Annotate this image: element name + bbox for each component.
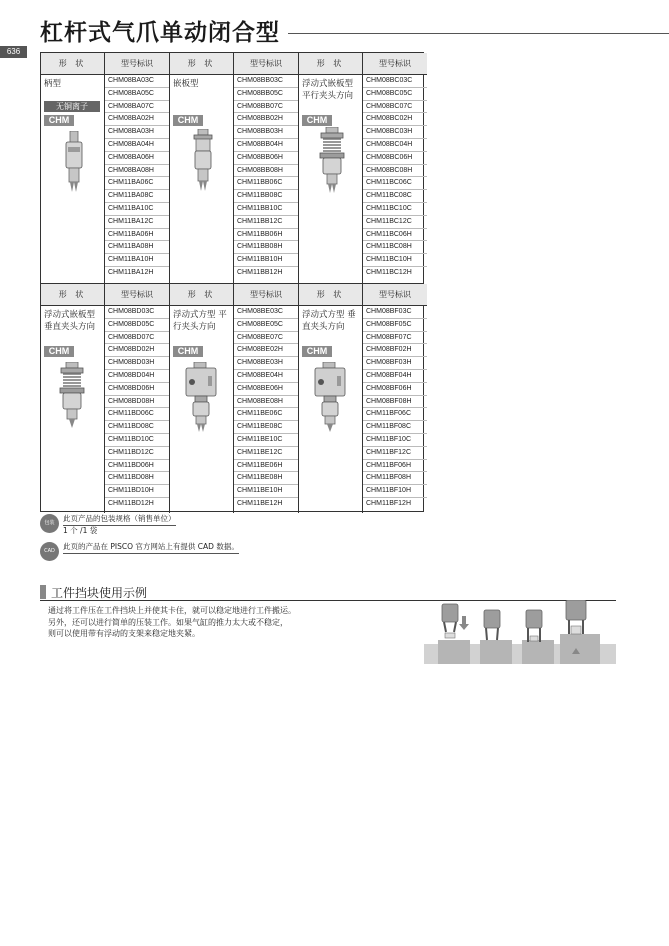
group-shank — [41, 53, 169, 283]
cad-text — [63, 542, 239, 554]
group-floating-panel-vertical — [41, 284, 169, 513]
model-code: CHM08BA07C — [105, 101, 169, 114]
package-unit: 1 个 /1 袋 — [63, 526, 98, 535]
model-header: 型号标识 — [363, 284, 427, 306]
model-code: CHM08BC05C — [363, 88, 427, 101]
model-code: CHM08BD04H — [105, 370, 169, 383]
model-code: CHM11BA06C — [105, 177, 169, 190]
model-code: CHM08BF06H — [363, 383, 427, 396]
copper-free-tag: 无铜离子 — [44, 101, 100, 112]
model-code: CHM08BE07C — [234, 332, 298, 345]
model-code: CHM08BC02H — [363, 113, 427, 126]
model-code: CHM11BF06H — [363, 460, 427, 473]
model-code: CHM08BB05C — [234, 88, 298, 101]
package-note — [40, 514, 176, 536]
model-code: CHM11BB10H — [234, 254, 298, 267]
model-code: CHM08BF05C — [363, 319, 427, 332]
cad-icon: CAD — [40, 542, 59, 561]
table-block-bottom — [41, 283, 423, 513]
model-code: CHM11BD08H — [105, 472, 169, 485]
model-code: CHM11BD06C — [105, 408, 169, 421]
model-code: CHM08BF02H — [363, 344, 427, 357]
package-icon: 包装 — [40, 514, 59, 533]
shape-header: 形 状 — [299, 284, 362, 306]
section-description — [48, 605, 296, 640]
model-code: CHM11BF10C — [363, 434, 427, 447]
model-code: CHM08BB04H — [234, 139, 298, 152]
model-code: CHM11BC12H — [366, 268, 412, 276]
model-code: CHM11BB06H — [234, 229, 298, 242]
shape-name: 浮动式方型 平行夹头方向 — [173, 310, 227, 332]
model-code: CHM11BF06C — [363, 408, 427, 421]
model-code: CHM11BD10C — [105, 434, 169, 447]
group-panel — [169, 53, 298, 283]
model-code: CHM08BB08H — [234, 165, 298, 178]
model-column — [233, 53, 298, 283]
model-code: CHM11BE10C — [234, 434, 298, 447]
model-code: CHM11BE06C — [234, 408, 298, 421]
shape-cell — [299, 284, 362, 513]
model-code: CHM08BB03H — [234, 126, 298, 139]
shape-header: 形 状 — [170, 284, 233, 306]
model-code: CHM11BE08H — [234, 472, 298, 485]
shape-cell — [41, 284, 104, 513]
shape-name: 嵌板型 — [173, 79, 199, 89]
model-header: 型号标识 — [234, 53, 298, 75]
gripper-floating-vertical-photo — [55, 362, 89, 430]
chm-logo: CHM — [173, 115, 203, 126]
model-code: CHM08BC06H — [363, 152, 427, 165]
product-table — [40, 52, 424, 512]
description-line: 另外，还可以进行简单的压装工作。如果气缸的推力太大或不稳定， — [48, 617, 288, 627]
table-block-top — [41, 53, 423, 283]
shape-name: 浮动式嵌板型 垂直夹头方向 — [44, 310, 96, 332]
model-code: CHM11BF08H — [363, 472, 427, 485]
model-code: CHM11BC10H — [363, 254, 427, 267]
model-code: CHM08BA08H — [105, 165, 169, 178]
model-code: CHM11BF12H — [366, 499, 411, 507]
model-code: CHM11BB12H — [237, 268, 283, 276]
model-code: CHM08BE06H — [234, 383, 298, 396]
model-code: CHM08BB03C — [234, 75, 298, 88]
shape-header: 形 状 — [170, 53, 233, 75]
workpiece-stopper-illustration — [424, 600, 616, 664]
model-code: CHM08BF04H — [363, 370, 427, 383]
chm-logo: CHM — [173, 346, 203, 357]
model-code: CHM11BB10C — [234, 203, 298, 216]
model-code: CHM08BA03C — [105, 75, 169, 88]
model-code: CHM08BA03H — [105, 126, 169, 139]
model-code: CHM11BC08C — [363, 190, 427, 203]
model-code: CHM08BA06H — [105, 152, 169, 165]
model-column — [104, 284, 169, 513]
model-code: CHM08BC03H — [363, 126, 427, 139]
description-line: 通过将工件压在工件挡块上并使其卡住，就可以稳定地进行工件搬运。 — [48, 606, 296, 615]
model-code: CHM08BC08H — [363, 165, 427, 178]
model-code: CHM08BE08H — [234, 396, 298, 409]
model-code: CHM11BD12C — [105, 447, 169, 460]
shape-cell — [41, 53, 104, 283]
page-title: 杠杆式气爪单动闭合型 — [40, 20, 280, 46]
model-code: CHM11BA06H — [105, 229, 169, 242]
gripper-square-vertical-photo — [311, 362, 351, 434]
model-code: CHM11BA08C — [105, 190, 169, 203]
model-code: CHM08BF07C — [363, 332, 427, 345]
gripper-panel-photo — [190, 129, 216, 193]
shape-header: 形 状 — [41, 53, 104, 75]
model-column — [362, 284, 427, 513]
model-code: CHM08BD06H — [105, 383, 169, 396]
description-line: 则可以使用带有浮动的支架来稳定地夹紧。 — [48, 629, 200, 638]
model-header: 型号标识 — [363, 53, 427, 75]
section-title: 工件挡块使用示例 — [51, 586, 148, 600]
model-code: CHM08BC07C — [363, 101, 427, 114]
model-code: CHM08BD08H — [105, 396, 169, 409]
chm-logo: CHM — [302, 115, 332, 126]
model-code: CHM11BC10C — [363, 203, 427, 216]
shape-cell — [170, 284, 233, 513]
gripper-shank-photo — [61, 131, 87, 193]
model-code: CHM11BD10H — [105, 485, 169, 498]
group-floating-square-parallel — [169, 284, 298, 513]
model-code: CHM08BF03C — [363, 306, 427, 319]
package-text — [63, 514, 176, 536]
gripper-square-parallel-photo — [182, 362, 222, 434]
model-code: CHM11BA10C — [105, 203, 169, 216]
model-code: CHM11BE12H — [237, 499, 283, 507]
model-column — [362, 53, 427, 283]
model-code: CHM11BA10H — [105, 254, 169, 267]
section-marker — [40, 585, 46, 599]
model-code: CHM08BD03H — [105, 357, 169, 370]
model-code: CHM11BE10H — [234, 485, 298, 498]
model-header: 型号标识 — [234, 284, 298, 306]
model-code: CHM08BE05C — [234, 319, 298, 332]
model-code: CHM11BA08H — [105, 241, 169, 254]
package-spec-label: 此页产品的包装规格（销售单位） — [63, 514, 176, 526]
model-code: CHM08BD05C — [105, 319, 169, 332]
shape-name: 浮动式嵌板型 平行夹头方向 — [302, 79, 354, 101]
model-code: CHM11BC12C — [363, 216, 427, 229]
model-code: CHM11BF10H — [363, 485, 427, 498]
model-code: CHM11BB08H — [234, 241, 298, 254]
page-number: 636 — [0, 46, 27, 58]
model-header: 型号标识 — [105, 284, 169, 306]
model-code: CHM08BE02H — [234, 344, 298, 357]
model-code: CHM11BA12C — [105, 216, 169, 229]
model-code: CHM11BB12C — [234, 216, 298, 229]
model-code: CHM08BF03H — [363, 357, 427, 370]
model-code: CHM11BC08H — [363, 241, 427, 254]
model-code: CHM11BD08C — [105, 421, 169, 434]
group-floating-square-vertical — [298, 284, 427, 513]
model-code: CHM11BE12C — [234, 447, 298, 460]
model-code: CHM08BA05C — [105, 88, 169, 101]
model-code: CHM08BC04H — [363, 139, 427, 152]
model-code: CHM08BB02H — [234, 113, 298, 126]
model-column — [233, 284, 298, 513]
model-code: CHM11BF08C — [363, 421, 427, 434]
shape-name: 柄型 — [44, 79, 62, 89]
model-code: CHM08BD07C — [105, 332, 169, 345]
model-code: CHM11BE06H — [234, 460, 298, 473]
model-code: CHM11BB06C — [234, 177, 298, 190]
model-code: CHM11BE08C — [234, 421, 298, 434]
model-code: CHM11BC06H — [363, 229, 427, 242]
model-code: CHM08BF08H — [363, 396, 427, 409]
model-code: CHM08BD02H — [105, 344, 169, 357]
model-code: CHM08BB07C — [234, 101, 298, 114]
model-code: CHM11BD06H — [105, 460, 169, 473]
model-code: CHM08BE03C — [234, 306, 298, 319]
model-code: CHM08BD03C — [105, 306, 169, 319]
model-code: CHM08BA02H — [105, 113, 169, 126]
model-code: CHM11BF12C — [363, 447, 427, 460]
shape-header: 形 状 — [299, 53, 362, 75]
model-code: CHM08BC03C — [363, 75, 427, 88]
gripper-floating-panel-photo — [315, 127, 349, 195]
model-column — [104, 53, 169, 283]
model-code: CHM08BE03H — [234, 357, 298, 370]
title-rule — [288, 33, 669, 34]
shape-cell — [170, 53, 233, 283]
model-code: CHM11BC06C — [363, 177, 427, 190]
chm-logo: CHM — [302, 346, 332, 357]
model-header: 型号标识 — [105, 53, 169, 75]
model-code: CHM08BE04H — [234, 370, 298, 383]
model-code: CHM08BB06H — [234, 152, 298, 165]
model-code: CHM11BB08C — [234, 190, 298, 203]
shape-cell — [299, 53, 362, 283]
model-code: CHM11BA12H — [108, 268, 154, 276]
chm-logo: CHM — [44, 346, 74, 357]
group-floating-panel-parallel — [298, 53, 427, 283]
chm-logo: CHM — [44, 115, 74, 126]
cad-note — [40, 542, 239, 561]
cad-line: 此页的产品在 PISCO 官方网站上有提供 CAD 数据。 — [63, 542, 239, 554]
model-code: CHM08BA04H — [105, 139, 169, 152]
shape-name: 浮动式方型 垂直夹头方向 — [302, 310, 356, 332]
model-code: CHM11BD12H — [108, 499, 154, 507]
shape-header: 形 状 — [41, 284, 104, 306]
